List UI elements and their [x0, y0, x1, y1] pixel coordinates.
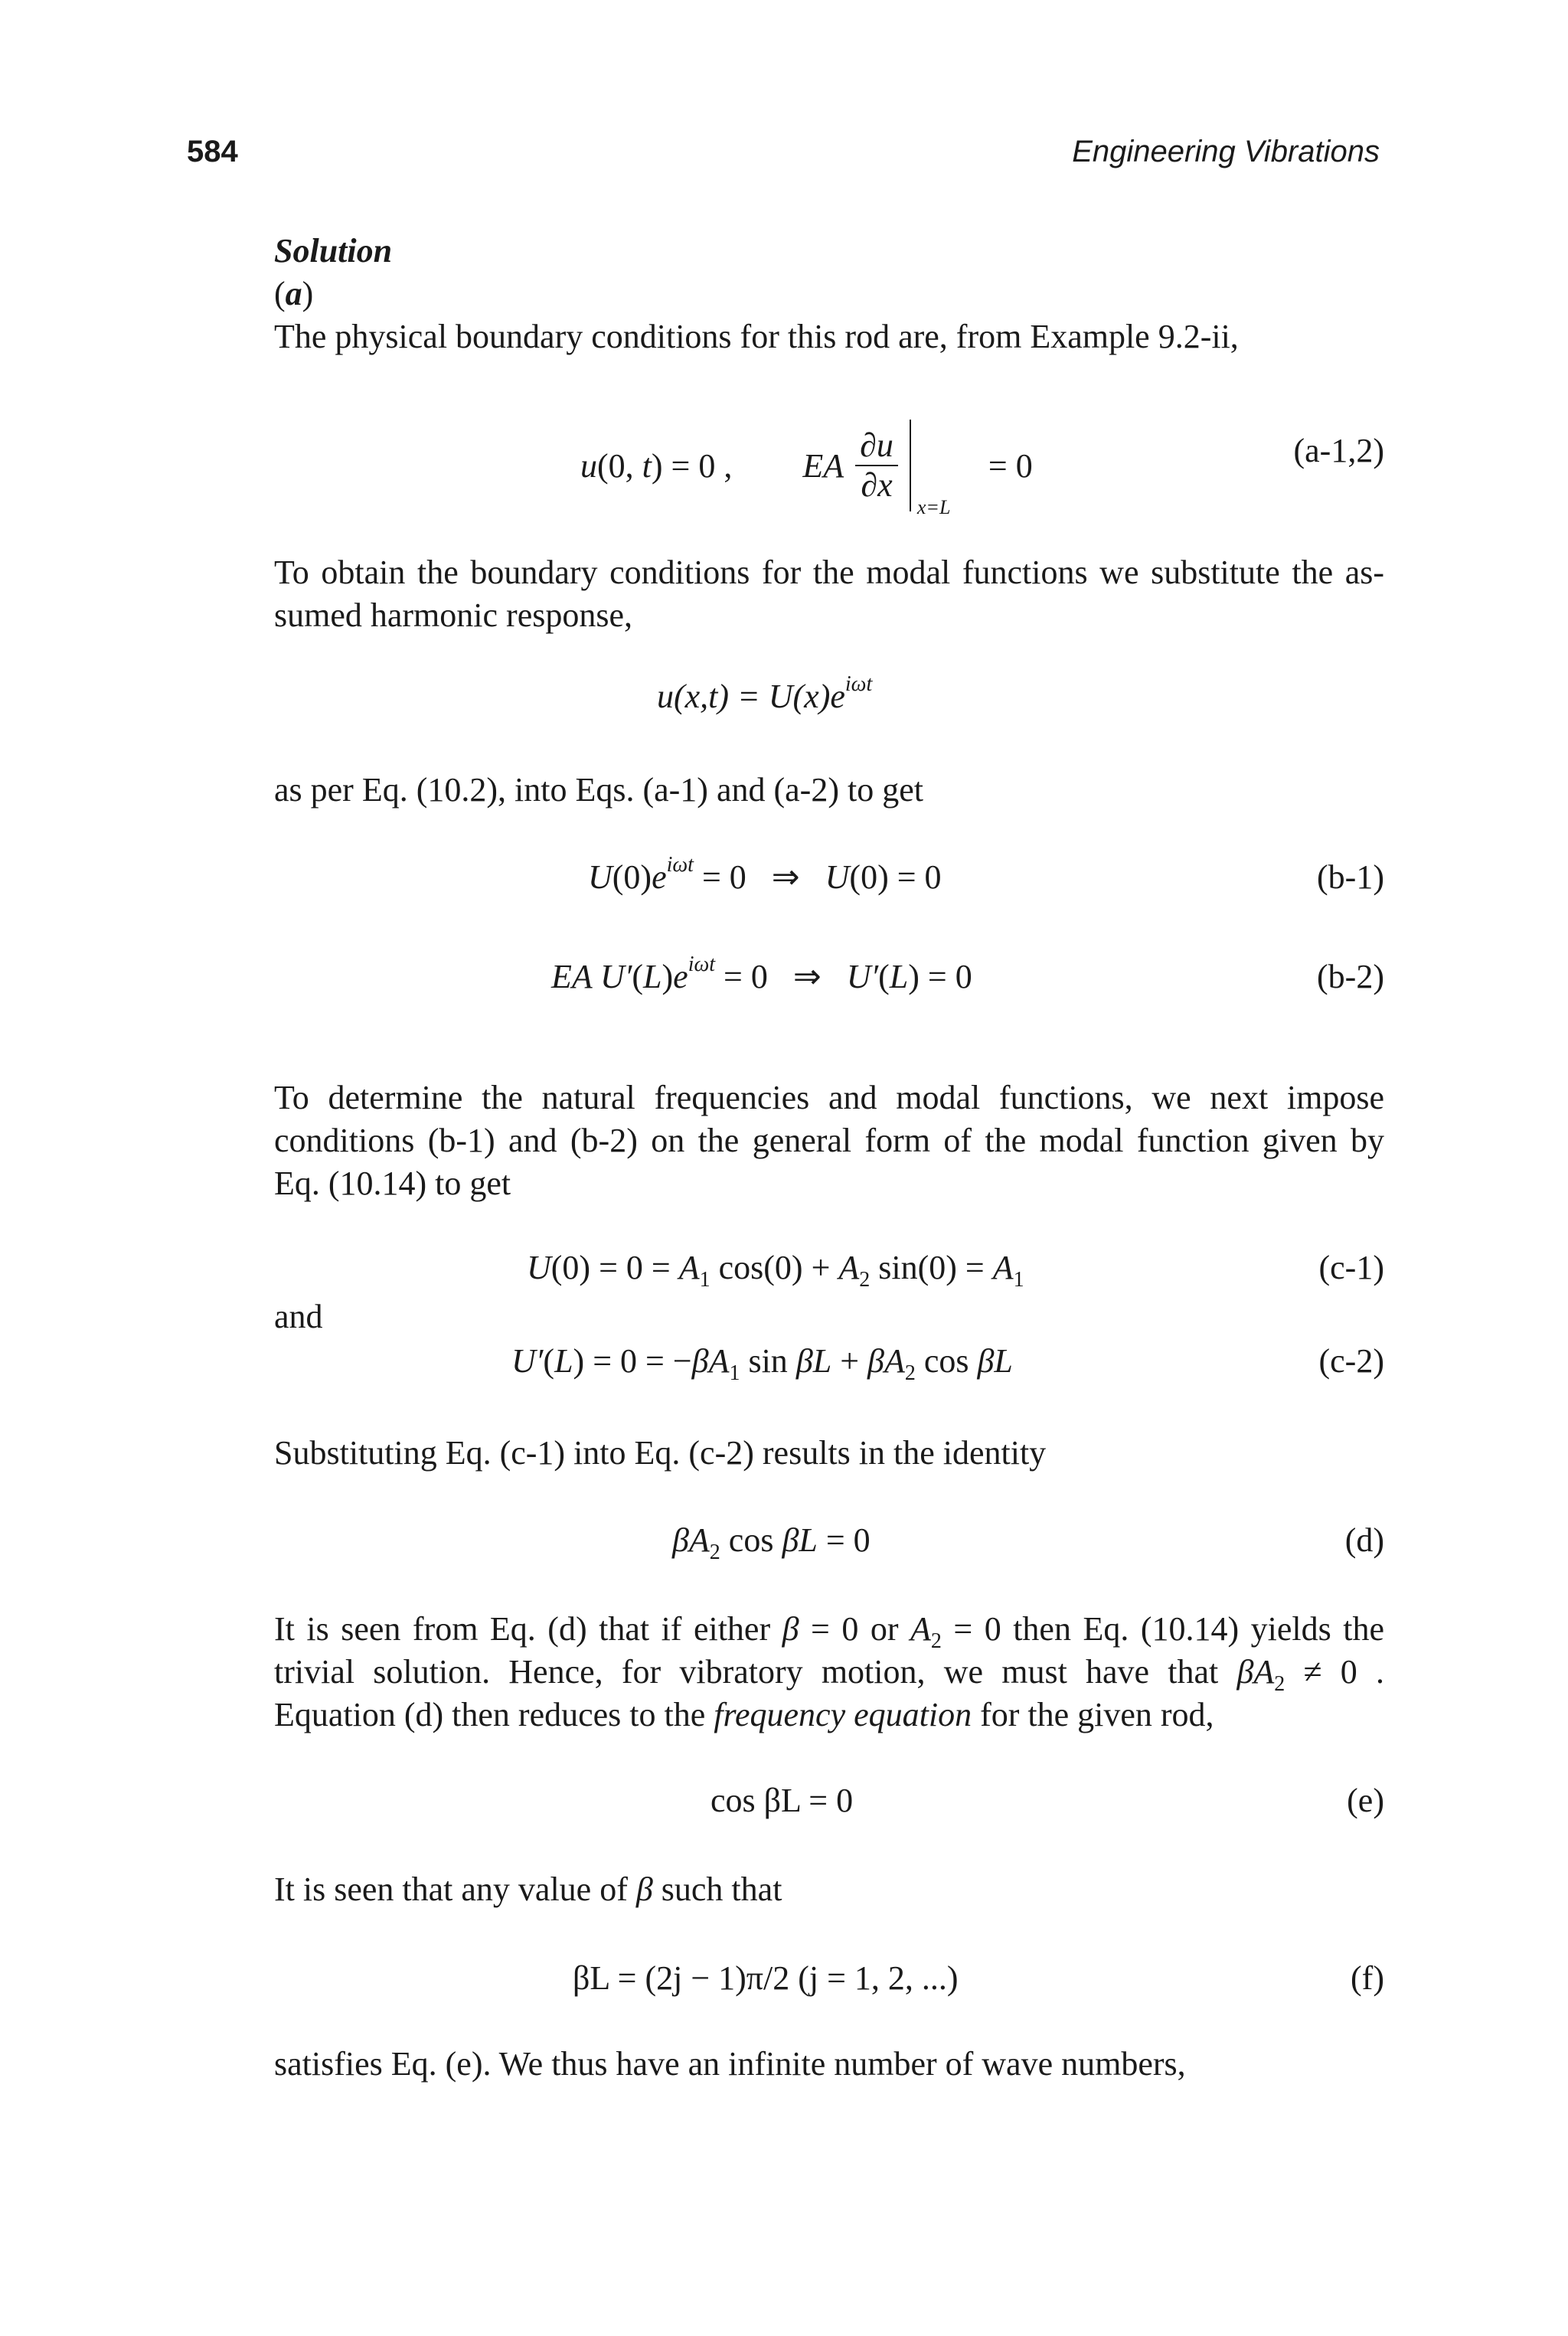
equation-f: βL = (2j − 1)π/2 (j = 1, 2, ...) (f): [573, 1959, 1384, 1997]
equation-e: cos βL = 0 (e): [710, 1782, 1384, 1819]
equation-c-2: $U'(L) = 0 = -\beta A_1$ $\sin \beta L + \beta A_2$ cos βL (c-2): [511, 1342, 1384, 1385]
part-label: (a): [274, 275, 314, 312]
equation-a-body: u(0, t) = 0 , EA $\frac{\partial u}{\partial x}$ x=L = 0: [580, 420, 1033, 511]
paragraph-substituting: Substituting Eq. (c-1) into Eq. (c-2) results in the identity: [274, 1434, 1047, 1472]
equation-tag: (b-1): [1317, 858, 1384, 896]
paragraph-trivial-line-3: Equation (d) then reduces to the frequency equation for the given rod,: [274, 1696, 1214, 1733]
paragraph-boundary-conditions: The physical boundary conditions for this rod are, from Example 9.2-ii,: [274, 318, 1239, 355]
paragraph-determine-line-3: Eq. (10.14) to get: [274, 1165, 511, 1202]
equation-tag: (d): [1344, 1521, 1384, 1559]
equation-tag: (c-1): [1318, 1249, 1384, 1286]
paragraph-as-per: as per Eq. (10.2), into Eqs. (a-1) and (a-2) to get: [274, 771, 923, 809]
equation-c-1: $U(0) = 0 = A_1$ $\cos(0) + A_2$ $\sin(0) = A_1$ (c-1): [527, 1249, 1384, 1292]
equation-a-1-2: [274, 404, 1384, 519]
paragraph-substitute-line-1: To obtain the boundary conditions for the modal functions we substitute the as-: [274, 554, 1384, 591]
equation-tag: (c-2): [1318, 1342, 1384, 1380]
equation-b-1: $U(0)e^{i\omega t} = 0$ ⇒ U(0) = 0 (b-1): [588, 853, 1384, 896]
paragraph-satisfies: satisfies Eq. (e). We thus have an infinite number of wave numbers,: [274, 2045, 1186, 2083]
equation-tag: (b-2): [1317, 958, 1384, 995]
equation-tag: (f): [1351, 1959, 1384, 1997]
paragraph-trivial-line-2: trivial solution. Hence, for vibratory motion, we must have that $\beta A_2 \ne 0$ .: [274, 1653, 1384, 1696]
word-and: and: [274, 1298, 323, 1335]
equation-harmonic: $u(x,t) = U(x)e^{i\omega t}$: [657, 672, 873, 715]
equation-d: $\beta A_2$ cos βL = 0 (d): [672, 1521, 1384, 1564]
page-number: 584: [187, 135, 238, 168]
paragraph-determine-line-1: To determine the natural frequencies and modal functions, we next impose: [274, 1079, 1384, 1116]
equation-b-2: EA $U'(L)e^{i\omega t} = 0$ ⇒ U′(L) = 0 (b-2): [551, 952, 1384, 995]
paragraph-substitute-line-2: sumed harmonic response,: [274, 596, 632, 634]
equation-tag: (e): [1347, 1782, 1384, 1819]
paragraph-determine-line-2: conditions (b-1) and (b-2) on the general form of the modal function given by: [274, 1122, 1384, 1159]
paragraph-any-value: It is seen that any value of β such that: [274, 1870, 782, 1908]
running-header: [187, 135, 1380, 181]
equation-tag: (a-1,2): [1293, 432, 1384, 469]
paragraph-trivial-line-1: It is seen from Eq. (d) that if either β = 0 or $A_2 = 0$ then Eq. (10.14) yields the: [274, 1610, 1384, 1653]
section-heading: Solution: [274, 232, 393, 270]
book-title: Engineering Vibrations: [1072, 135, 1380, 168]
